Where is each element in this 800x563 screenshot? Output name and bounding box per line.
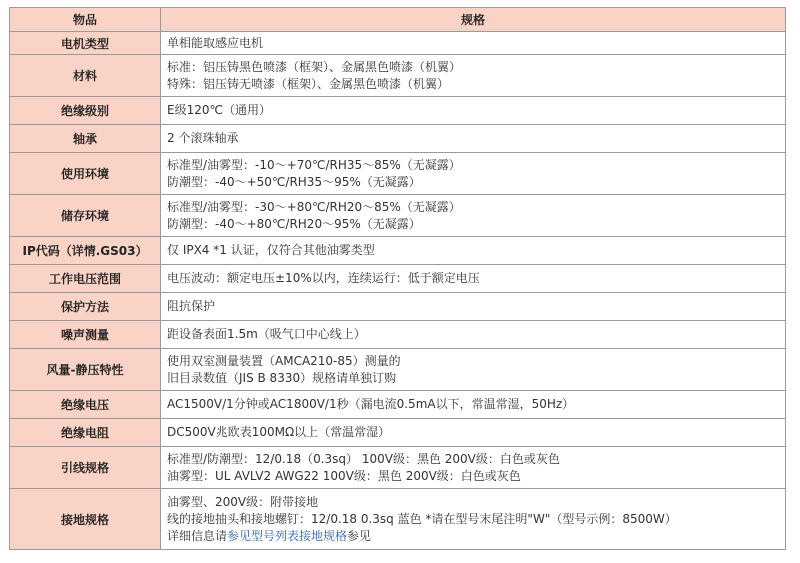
row-label: 工作电压范围 (10, 265, 161, 293)
row-value (161, 195, 786, 237)
table-row (10, 391, 786, 419)
row-label: 接地规格 (10, 489, 161, 550)
table-row (10, 97, 786, 125)
header-row (10, 8, 786, 32)
ground-spec-link[interactable]: 参见型号列表接地规格 (227, 528, 348, 543)
spec-table (9, 7, 786, 550)
row-label: 风量-静压特性 (10, 349, 161, 391)
spec-line: 特殊：铝压铸无喷漆（框架）、金属黑色喷漆（机翼） (167, 76, 450, 91)
spec-line: 单相能取感应电机 (167, 35, 264, 50)
spec-line: 电压波动：额定电压±10%以内，连续运行：低于额定电压 (167, 271, 480, 285)
spec-line: E级120℃（通用） (167, 103, 271, 117)
row-value (161, 321, 786, 349)
spec-line: 标准型/油雾型：-30～+80℃/RH20～85%（无凝露） (167, 199, 461, 214)
row-label: 保护方法 (10, 293, 161, 321)
spec-line: 仅 IPX4 *1 认证，仅符合其他油雾类型 (167, 243, 375, 257)
row-value (161, 265, 786, 293)
spec-line: 油雾型：UL AVLV2 AWG22 100V级：黑色 200V级：白色或灰色 (167, 468, 521, 483)
spec-line: 标准型/防潮型：12/0.18（0.3sq） 100V级：黑色 200V级：白色或灰色 (167, 451, 560, 466)
row-value (161, 489, 786, 550)
spec-line: 距设备表面1.5m（吸气口中心线上） (167, 327, 366, 341)
row-value (161, 293, 786, 321)
header-item: 物品 (10, 8, 161, 32)
spec-line: 线的接地抽头和接地螺钉：12/0.18 0.3sq 蓝色 *请在型号末尾注明"W"（型号示例：8500W） (167, 511, 677, 526)
spec-line: AC1500V/1分钟或AC1800V/1秒（漏电流0.5mA以下，常温常湿，50Hz） (167, 397, 575, 411)
header-spec: 规格 (161, 8, 786, 32)
table-row (10, 349, 786, 391)
row-label: 轴承 (10, 125, 161, 153)
table-row (10, 195, 786, 237)
link-suffix: 参见 (347, 528, 372, 543)
spec-line: 标准：铝压铸黑色喷漆（框架）、金属黑色喷漆（机翼） (167, 59, 462, 74)
row-value (161, 419, 786, 447)
table-row (10, 489, 786, 550)
spec-line: 旧目录数值（JIS B 8330）规格请单独订购 (167, 370, 397, 385)
table-row (10, 293, 786, 321)
table-row (10, 321, 786, 349)
row-value (161, 237, 786, 265)
table-row (10, 153, 786, 195)
row-value (161, 447, 786, 489)
row-value (161, 55, 786, 97)
spec-line: 防潮型：-40～+50℃/RH35～95%（无凝露） (167, 174, 421, 189)
row-label: IP代码（详情.GS03） (10, 237, 161, 265)
spec-line (167, 528, 779, 545)
row-value (161, 125, 786, 153)
table-row (10, 237, 786, 265)
row-label: 电机类型 (10, 32, 161, 55)
spec-line: 2 个滚珠轴承 (167, 131, 239, 145)
spec-line: 油雾型、200V级：附带接地 (167, 494, 319, 509)
table-row (10, 265, 786, 293)
table-row (10, 125, 786, 153)
spec-line: 防潮型：-40～+80℃/RH20～95%（无凝露） (167, 216, 421, 231)
row-value (161, 97, 786, 125)
row-label: 使用环境 (10, 153, 161, 195)
row-label: 材料 (10, 55, 161, 97)
row-value (161, 32, 786, 55)
row-label: 噪声测量 (10, 321, 161, 349)
table-row (10, 55, 786, 97)
spec-line: DC500V兆欧表100MΩ以上（常温常湿） (167, 425, 391, 439)
row-value (161, 349, 786, 391)
row-label: 绝缘电压 (10, 391, 161, 419)
spec-line: 标准型/油雾型：-10～+70℃/RH35～85%（无凝露） (167, 157, 461, 172)
link-prefix: 详细信息请 (167, 528, 228, 543)
table-row (10, 447, 786, 489)
row-value (161, 153, 786, 195)
table-row (10, 32, 786, 55)
row-label: 储存环境 (10, 195, 161, 237)
row-value (161, 391, 786, 419)
spec-line: 使用双室测量装置（AMCA210-85）测量的 (167, 353, 401, 368)
spec-line: 阻抗保护 (167, 299, 216, 313)
row-label: 引线规格 (10, 447, 161, 489)
row-label: 绝缘级别 (10, 97, 161, 125)
table-row (10, 419, 786, 447)
row-label: 绝缘电阻 (10, 419, 161, 447)
